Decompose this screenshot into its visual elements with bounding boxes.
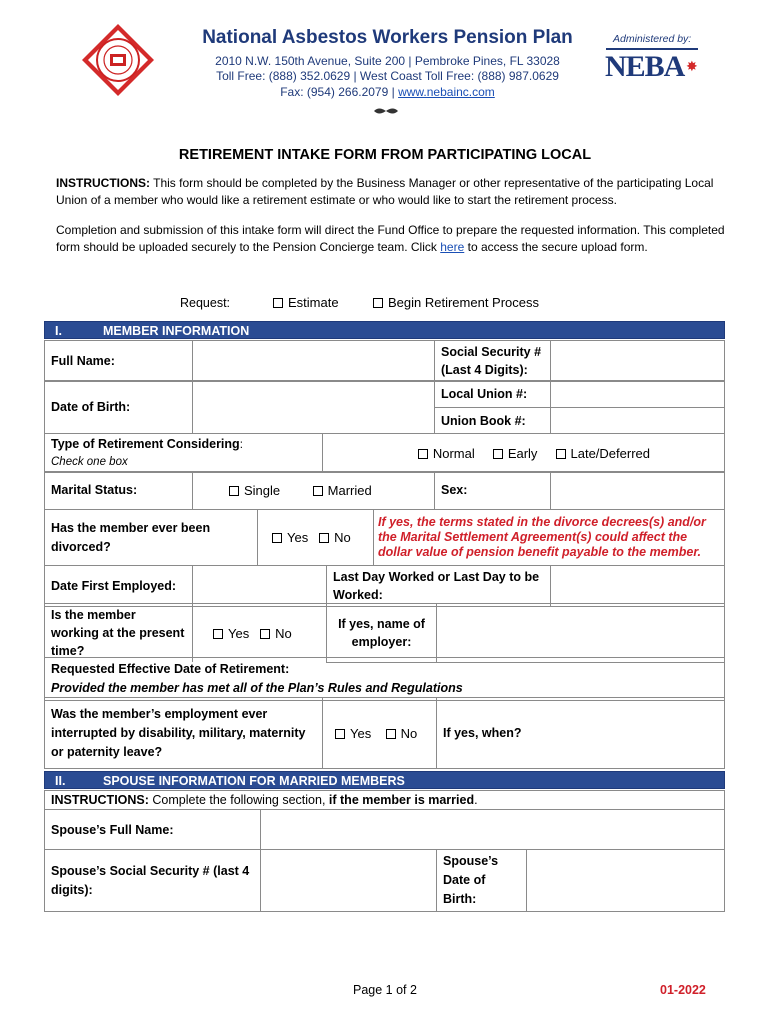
interrupted-no-option[interactable]: [386, 726, 418, 741]
upload-link[interactable]: here: [440, 240, 465, 254]
request-label: Request:: [180, 296, 231, 310]
spouse-instr-text: Complete the following section,: [152, 793, 326, 807]
estimate-checkbox[interactable]: [273, 298, 283, 308]
section-2-title: SPOUSE INFORMATION FOR MARRIED MEMBERS: [103, 774, 405, 788]
first-employed-field[interactable]: [193, 566, 327, 607]
begin-retirement-label: Begin Retirement Process: [388, 295, 540, 310]
form-title: RETIREMENT INTAKE FORM FROM PARTICIPATING LOCAL: [178, 147, 592, 163]
normal-checkbox[interactable]: [418, 449, 428, 459]
spouse-dob-field[interactable]: [527, 850, 725, 912]
plan-fax: Fax: (954) 266.2079 |: [280, 85, 395, 99]
first-employed-label: Date First Employed:: [45, 566, 193, 607]
instructions-text: This form should be completed by the Business Manager or other representative of the participating Local Union of a member who would like a retirement estimate or who would like to start the retirement process.: [56, 176, 714, 207]
spouse-name-table: [44, 809, 725, 850]
retirement-type-colon: :: [239, 439, 243, 451]
check-one-box: Check one box: [51, 456, 128, 468]
instructions-label: INSTRUCTIONS:: [56, 176, 150, 190]
local-union-field[interactable]: [551, 381, 725, 408]
instructions-paragraph: [56, 175, 728, 209]
married-option[interactable]: [313, 483, 372, 498]
working-options: [193, 604, 327, 663]
spouse-ssn-label: Spouse’s Social Security # (last 4 digits):: [45, 850, 261, 912]
dob-label: Date of Birth:: [45, 381, 193, 434]
section-1-title: MEMBER INFORMATION: [103, 324, 250, 338]
plan-address: 2010 N.W. 150th Avenue, Suite 200 | Pembroke Pines, FL 33028: [215, 54, 560, 68]
marital-options: [193, 472, 435, 510]
plan-title: National Asbestos Workers Pension Plan: [202, 27, 573, 48]
sex-field[interactable]: [551, 472, 725, 510]
last-day-field[interactable]: [551, 566, 725, 607]
divorced-table: [44, 509, 725, 566]
sex-label: Sex:: [435, 472, 551, 510]
spouse-name-label: Spouse’s Full Name:: [45, 810, 261, 850]
early-label: Early: [507, 445, 538, 461]
interrupted-yes-checkbox[interactable]: [335, 729, 345, 739]
section-1-header: [44, 321, 725, 339]
member-dob-table: [44, 380, 725, 434]
neba-logo: NEBA: [605, 50, 685, 83]
plan-phones: Toll Free: (888) 352.0629 | West Coast Toll Free: (888) 987.0629: [216, 69, 559, 83]
spouse-instr-label: INSTRUCTIONS:: [51, 793, 149, 807]
ssn-label: Social Security # (Last 4 Digits):: [435, 341, 551, 382]
submission-text-end: to access the secure upload form.: [467, 240, 648, 254]
form-code: 01-2022: [660, 983, 706, 997]
divorced-no-checkbox[interactable]: [319, 533, 329, 543]
when-label: If yes, when?: [443, 726, 522, 740]
single-option[interactable]: [229, 483, 280, 498]
working-no-label: No: [275, 625, 292, 641]
ornament-icon: [372, 104, 400, 116]
spouse-instr-bold: if the member is married: [328, 793, 475, 807]
spouse-dob-label: Spouse’s Date of Birth:: [437, 850, 527, 912]
retirement-type-cell: [45, 434, 323, 473]
spouse-instr-end: .: [474, 793, 478, 807]
working-no-option[interactable]: [260, 626, 292, 641]
interrupted-yes-label: Yes: [350, 725, 372, 741]
interrupted-options: [323, 698, 437, 769]
working-yes-option[interactable]: [213, 626, 249, 641]
employer-label: If yes, name of employer:: [327, 604, 437, 663]
interrupted-question: Was the member’s employment ever interrupted by disability, military, maternity or paternity leave?: [45, 698, 323, 769]
effective-date-table: [44, 657, 725, 701]
ssn-field[interactable]: [551, 341, 725, 382]
effective-date-cell[interactable]: [45, 658, 725, 701]
neba-star-icon: ✸: [686, 58, 698, 74]
spouse-instructions: [45, 791, 725, 810]
interrupted-no-label: No: [400, 725, 418, 741]
spouse-name-field[interactable]: [261, 810, 725, 850]
working-yes-checkbox[interactable]: [213, 629, 223, 639]
divorce-note: If yes, the terms stated in the divorce decrees(s) and/or the Marital Settlement Agreement(s) could affect the dollar value of pension benefit payable to the member.: [374, 510, 725, 566]
begin-retirement-checkbox[interactable]: [373, 298, 383, 308]
working-question: Is the member working at the present time?: [45, 604, 193, 663]
late-option[interactable]: [556, 446, 651, 461]
normal-option[interactable]: [418, 446, 475, 461]
provided-note: Provided the member has met all of the Plan’s Rules and Regulations: [51, 681, 463, 695]
local-union-label: Local Union #:: [435, 381, 551, 408]
employment-dates-table: [44, 565, 725, 607]
request-estimate-option[interactable]: [273, 295, 339, 310]
submission-text: Completion and submission of this intake form will direct the Fund Office to prepare the requested information. This completed form should be uploaded securely to the Pension Concierge team. Click: [56, 223, 725, 254]
married-label: Married: [327, 483, 372, 498]
divorced-no-label: No: [334, 530, 351, 545]
divorced-question: Has the member ever been divorced?: [45, 510, 258, 566]
submission-paragraph: [56, 222, 728, 256]
interrupted-table: [44, 697, 725, 769]
when-cell[interactable]: [437, 698, 725, 769]
normal-label: Normal: [432, 445, 475, 461]
request-begin-option[interactable]: [373, 295, 539, 310]
plan-fax-line: [190, 85, 585, 99]
dob-field[interactable]: [193, 381, 435, 434]
full-name-field[interactable]: [193, 341, 435, 382]
effective-date-label: Requested Effective Date of Retirement:: [51, 662, 290, 676]
interrupted-no-checkbox[interactable]: [386, 729, 396, 739]
last-day-label: Last Day Worked or Last Day to be Worked:: [327, 566, 551, 607]
estimate-label: Estimate: [288, 295, 339, 310]
member-name-table: [44, 340, 725, 382]
divorced-yes-checkbox[interactable]: [272, 533, 282, 543]
administered-by: Administered by:: [613, 33, 692, 45]
marital-table: [44, 471, 725, 510]
retirement-type-table: [44, 433, 725, 473]
section-2-header: [44, 771, 725, 789]
spouse-ssn-table: [44, 849, 725, 912]
marital-label: Marital Status:: [45, 472, 193, 510]
spouse-ssn-field[interactable]: [261, 850, 437, 912]
divorced-options: [258, 510, 374, 566]
full-name-label: Full Name:: [45, 341, 193, 382]
late-label: Late/Deferred: [570, 445, 650, 461]
divorced-no-option[interactable]: [319, 530, 351, 545]
employer-field[interactable]: [437, 604, 725, 663]
late-checkbox[interactable]: [556, 449, 566, 459]
section-2-number: II.: [55, 774, 66, 788]
single-label: Single: [244, 483, 281, 498]
working-no-checkbox[interactable]: [260, 629, 270, 639]
page-number: Page 1 of 2: [353, 983, 417, 997]
working-table: [44, 603, 725, 663]
website-link[interactable]: www.nebainc.com: [398, 85, 495, 99]
interrupted-yes-option[interactable]: [335, 726, 371, 741]
union-book-field[interactable]: [551, 408, 725, 434]
early-option[interactable]: [493, 446, 538, 461]
plan-seal-logo: [80, 22, 156, 98]
working-yes-label: Yes: [228, 625, 250, 641]
retirement-type-label: Type of Retirement Considering: [51, 437, 240, 451]
married-checkbox[interactable]: [313, 486, 323, 496]
retirement-type-options: [323, 434, 725, 473]
divorced-yes-option[interactable]: [272, 530, 308, 545]
union-book-label: Union Book #:: [435, 408, 551, 434]
early-checkbox[interactable]: [493, 449, 503, 459]
single-checkbox[interactable]: [229, 486, 239, 496]
divorced-yes-label: Yes: [287, 530, 309, 545]
section-1-number: I.: [55, 324, 62, 338]
spouse-instructions-table: [44, 790, 725, 810]
